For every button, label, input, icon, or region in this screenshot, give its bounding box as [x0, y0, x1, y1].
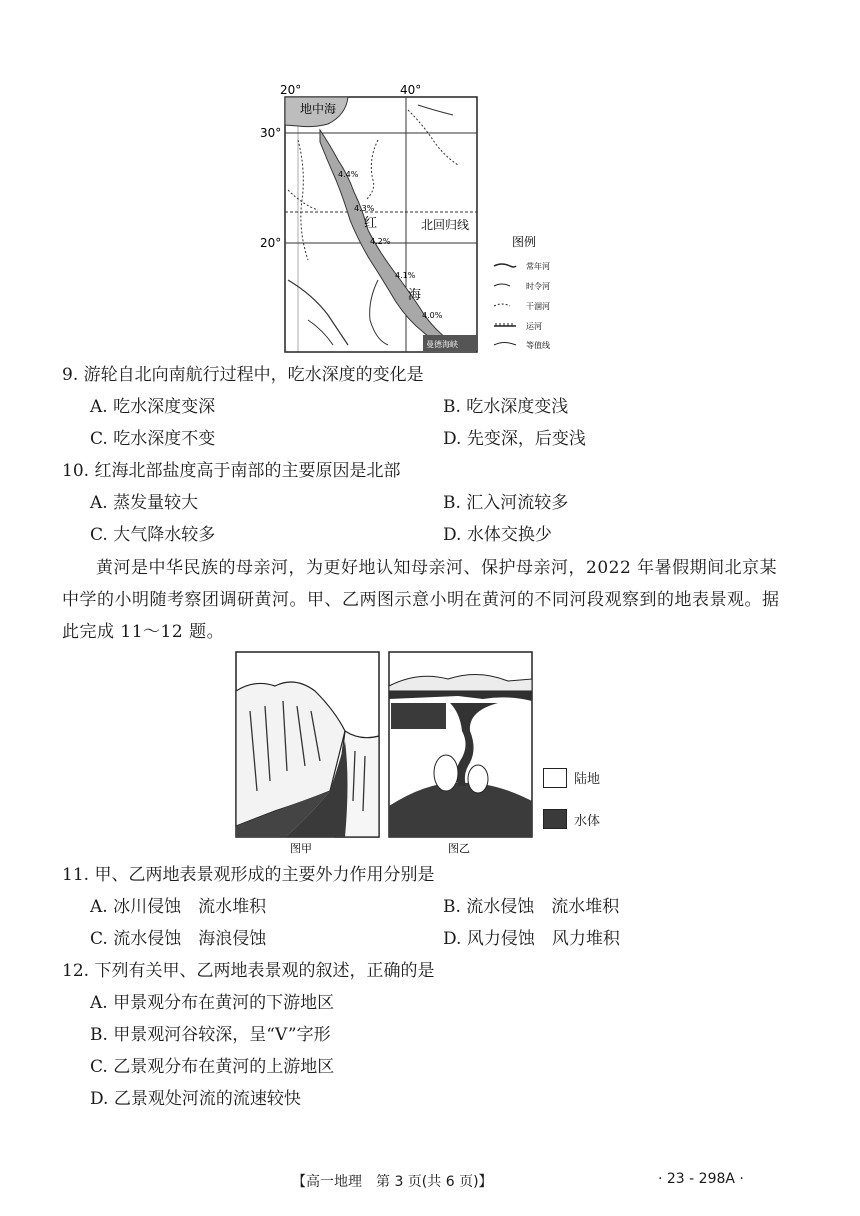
- q11-option-d[interactable]: D. 风力侵蚀 风力堆积: [443, 929, 620, 949]
- q9-option-b[interactable]: B. 吃水深度变浅: [443, 397, 569, 417]
- q11-option-a[interactable]: A. 冰川侵蚀 流水堆积: [90, 897, 267, 917]
- q12-option-b[interactable]: B. 甲景观河谷较深，呈“V”字形: [90, 1025, 331, 1045]
- question-9-stem: 9. 游轮自北向南航行过程中，吃水深度的变化是: [62, 365, 424, 385]
- legend-land-swatch: [543, 768, 567, 788]
- fig-yi-caption: 图乙: [448, 842, 470, 855]
- fig-jia-caption: 图甲: [290, 842, 312, 855]
- isoline-label: 4.4%: [338, 170, 359, 179]
- legend-water-label: 水体: [574, 814, 601, 829]
- figure-yi: [388, 651, 533, 855]
- legend-item-perennial: 常年河: [526, 262, 550, 271]
- q9-option-a[interactable]: A. 吃水深度变深: [90, 397, 216, 417]
- legend-land-label: 陆地: [574, 772, 601, 787]
- q12-option-d[interactable]: D. 乙景观处河流的流速较快: [90, 1089, 301, 1109]
- q10-option-a[interactable]: A. 蒸发量较大: [90, 493, 199, 513]
- question-10-stem: 10. 红海北部盐度高于南部的主要原因是北部: [62, 461, 401, 481]
- q10-option-b[interactable]: B. 汇入河流较多: [443, 493, 569, 513]
- q10-option-d[interactable]: D. 水体交换少: [443, 525, 552, 545]
- question-11-stem: 11. 甲、乙两地表景观形成的主要外力作用分别是: [62, 865, 435, 885]
- red-sea-label-1: 红: [364, 216, 378, 231]
- q11-option-b[interactable]: B. 流水侵蚀 流水堆积: [443, 897, 620, 917]
- legend-water-swatch: [543, 809, 567, 829]
- passage-yellow-river: 黄河是中华民族的母亲河，为更好地认知母亲河、保护母亲河，2022 年暑假期间北京某中学的小明随考察团调研黄河。甲、乙两图示意小明在黄河的不同河段观察到的地表景观。据此完成 11～12 题。: [62, 558, 780, 642]
- lat-label-30: 30°: [260, 126, 282, 140]
- q10-option-c[interactable]: C. 大气降水较多: [90, 525, 216, 545]
- legend-item-canal: 运河: [526, 322, 542, 331]
- mediterranean-label: 地中海: [300, 102, 337, 116]
- q12-option-c[interactable]: C. 乙景观分布在黄河的上游地区: [90, 1057, 335, 1077]
- q9-option-d[interactable]: D. 先变深，后变浅: [443, 429, 586, 449]
- footer-page-info: 【高一地理 第 3 页(共 6 页)】: [292, 1174, 493, 1190]
- lon-label-40: 40°: [400, 83, 422, 97]
- red-sea-label-2: 海: [408, 288, 422, 303]
- isoline-label: 4.0%: [422, 311, 443, 320]
- isoline-label: 4.1%: [395, 271, 416, 280]
- red-sea-map: [258, 80, 588, 360]
- strait-label: 曼德海峡: [426, 340, 458, 349]
- legend-title: 图例: [512, 235, 537, 249]
- footer-paper-code: · 23 - 298A ·: [658, 1171, 744, 1187]
- question-12-stem: 12. 下列有关甲、乙两地表景观的叙述，正确的是: [62, 961, 435, 981]
- q9-option-c[interactable]: C. 吃水深度不变: [90, 429, 216, 449]
- isoline-label: 4.3%: [354, 204, 375, 213]
- q12-option-a[interactable]: A. 甲景观分布在黄河的下游地区: [90, 993, 335, 1013]
- tropic-label: 北回归线: [421, 218, 470, 232]
- legend-item-isoline: 等值线: [526, 341, 550, 350]
- legend-item-seasonal: 时令河: [526, 282, 550, 291]
- q11-option-c[interactable]: C. 流水侵蚀 海浪侵蚀: [90, 929, 267, 949]
- legend-item-dry: 干涸河: [526, 302, 550, 311]
- lat-label-20: 20°: [260, 236, 282, 250]
- lon-label-20: 20°: [280, 83, 302, 97]
- isoline-label: 4.2%: [370, 237, 391, 246]
- figure-jia: [235, 651, 380, 855]
